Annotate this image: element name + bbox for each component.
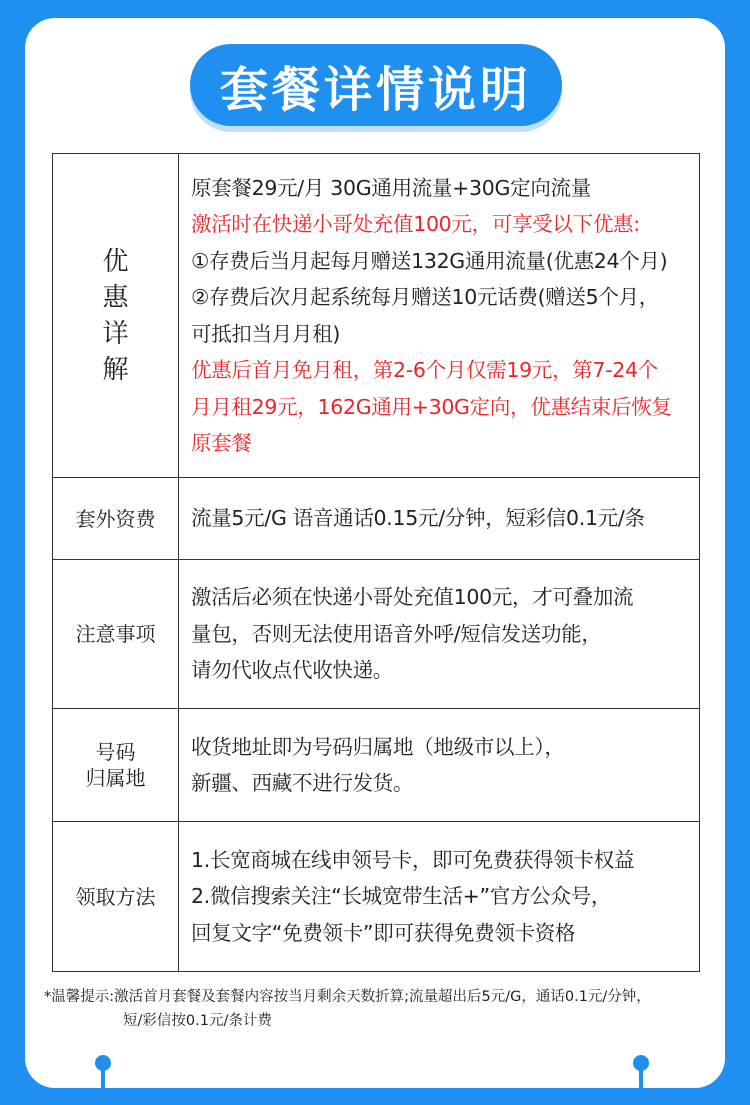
offer-line: 原套餐: [191, 431, 252, 455]
offer-line: 月月租29元，162G通用+30G定向，优惠结束后恢复: [191, 394, 672, 419]
table-row-offer: [53, 154, 700, 478]
table-row-location: [53, 709, 700, 822]
label-location-line: 归属地: [85, 766, 146, 790]
label-notice: 注意事项: [53, 560, 179, 709]
content-extra-fees: [179, 478, 700, 560]
page-title: 套餐详情说明: [219, 61, 532, 118]
footnote-line-1: *温馨提示:激活首月套餐及套餐内容按当月剩余天数折算;流量超出后5元/G，通话0.1元/分钟，: [44, 989, 651, 1005]
extra-fees-line: 流量5元/G 语音通话0.15元/分钟，短彩信0.1元/条: [191, 506, 645, 531]
claim-line: 2.微信搜索关注“长城宽带生活+”官方公众号，: [191, 884, 612, 909]
plan-details-table: [52, 153, 700, 972]
title-banner: [190, 44, 562, 126]
label-offer: [53, 154, 179, 478]
notice-line: 激活后必须在快递小哥处充值100元，才可叠加流: [191, 585, 634, 610]
offer-line: 原套餐29元/月 30G通用流量+30G定向流量: [191, 175, 591, 200]
offer-line: 可抵扣当月月租): [191, 321, 341, 346]
content-claim: [179, 822, 700, 972]
claim-line: 回复文字“免费领卡”即可获得免费领卡资格: [191, 920, 576, 945]
offer-line: ②存费后次月起系统每月赠送10元话费(赠送5个月，: [191, 285, 660, 309]
offer-line: 优惠后首月免月租，第2-6个月仅需19元，第7-24个: [191, 358, 658, 382]
table-row-notice: [53, 560, 700, 709]
content-offer: [179, 154, 700, 478]
table-row-claim: [53, 822, 700, 972]
label-offer-char: 详: [102, 318, 129, 349]
footnote-line-2: 短/彩信按0.1元/条计费: [123, 1013, 272, 1029]
binder-pin-bottom-right: [639, 1065, 643, 1105]
offer-line: 激活时在快递小哥处充值100元，可享受以下优惠:: [191, 212, 640, 236]
claim-line: 1.长宽商城在线申领号卡，即可免费获得领卡权益: [191, 847, 635, 872]
label-offer-char: 惠: [102, 282, 129, 313]
binder-pin-bottom-left: [101, 1065, 105, 1105]
content-location: [179, 709, 700, 822]
label-offer-char: 优: [102, 246, 129, 277]
label-extra-fees: 套外资费: [53, 478, 179, 560]
label-location: [53, 709, 179, 822]
table-row-extra-fees: [53, 478, 700, 560]
notice-line: 量包，否则无法使用语音外呼/短信发送功能，: [191, 621, 602, 646]
footnote: [44, 985, 714, 1033]
label-location-line: 号码: [95, 740, 136, 764]
label-offer-char: 解: [102, 354, 129, 385]
location-line: 收货地址即为号码归属地（地级市以上），: [191, 734, 565, 759]
label-claim: 领取方法: [53, 822, 179, 972]
location-line: 新疆、西藏不进行发货。: [191, 771, 414, 795]
offer-line: ①存费后当月起每月赠送132G通用流量(优惠24个月): [191, 248, 668, 273]
notice-line: 请勿代收点代收快递。: [191, 658, 393, 683]
content-notice: [179, 560, 700, 709]
